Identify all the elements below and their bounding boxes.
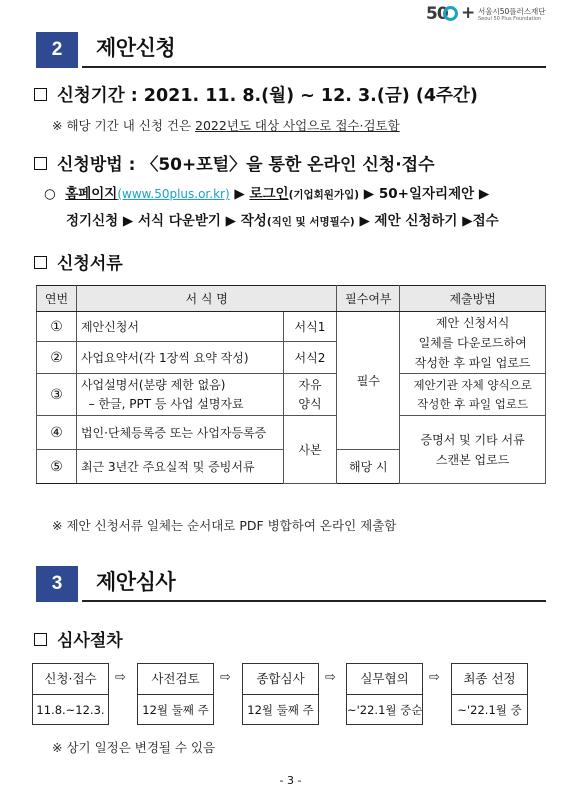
review-note: ※ 상기 일정은 변경될 수 있음 [52,740,216,755]
doc-name-line1: 사업설명서(분량 제한 없음) [80,377,226,392]
write-step: 작성 [240,213,267,229]
flow-step-date: ~'22.1월 중 [457,703,522,717]
doc-form: 서식2 [283,342,337,374]
regular-application: 정기신청 [66,213,119,229]
flow-step-name: 신청·접수 [33,664,108,695]
checkbox-icon [34,256,47,269]
doc-form: 서식1 [283,312,337,342]
arrow-icon: ▶ [478,186,490,202]
submit-step: 제안 신청하기 [374,213,458,229]
logo-name-en: Seoul 50 Plus Foundation [478,16,542,22]
flow-arrow-icon: ⇨ [429,670,440,685]
doc-form-line1: 자유 [298,377,322,392]
review-heading-label: 심사절차 [57,631,123,651]
method-label: 신청방법 : 〈50+포털〉을 통한 온라인 신청·접수 [57,155,435,175]
row-no: ⑤ [37,450,77,484]
method-text: 증명서 및 기타 서류 [420,432,525,447]
section-title: 제안심사 [96,570,176,594]
login-note: (기업회원가입) [288,189,360,201]
arrow-icon: ▶ [225,213,237,229]
note-underlined: 2022년도 대상 사업으로 접수·검토함 [195,118,400,133]
method-cell-2 [400,374,546,416]
row-no: ② [37,342,77,374]
docs-table [36,285,546,484]
checkbox-icon [34,633,47,646]
page-number: - 3 - [279,774,302,787]
docs-heading [34,249,123,274]
header-method: 제출방법 [400,286,546,312]
doc-form [283,374,337,416]
table-row [37,374,546,416]
arrow-icon: ▶ [363,186,375,202]
flow-arrow-icon: ⇨ [325,670,336,685]
docs-heading-label: 신청서류 [57,254,123,274]
method-text: 작성한 후 파일 업로드 [414,355,531,370]
write-note: (직인 및 서명필수) [266,216,355,228]
table-header-row [37,286,546,312]
doc-name: 법인·단체등록증 또는 사업자등록증 [76,416,283,450]
table-row [37,312,546,342]
section-2-header [36,32,546,68]
doc-form-line2: 양식 [298,396,322,411]
header-no: 연번 [37,286,77,312]
flow-step-name: 최종 선정 [452,664,527,695]
homepage-link[interactable]: (www.50plus.or.kr) [117,187,230,201]
bullet: ○ [44,186,56,202]
menu-label: 50+일자리제안 [378,186,475,202]
docs-note: ※ 제안 신청서류 일체는 순서대로 PDF 병합하여 온라인 제출함 [52,518,397,533]
flow-step [32,663,109,725]
flow-arrow-icon: ⇨ [115,670,126,685]
table-row [37,416,546,450]
flow-step-name: 실무협의 [347,664,422,695]
flow-step-date: 12월 둘째 주 [247,703,314,717]
review-heading [34,626,123,651]
method-cell-3 [400,416,546,484]
flow-step [242,663,319,725]
arrow-icon: ▶ [234,186,245,202]
download-forms: 서식 다운받기 [137,213,221,229]
doc-name: 최근 3년간 주요실적 및 증빙서류 [76,450,283,484]
section-number: 3 [36,566,78,602]
flow-step [451,663,528,725]
method-text: 일체를 다운로드하여 [418,335,527,350]
row-no: ③ [37,374,77,416]
required-if-cell: 해당 시 [337,450,400,484]
logo-mark: 50 [426,4,448,24]
method-text: 작성한 후 파일 업로드 [417,396,529,411]
copy-form-cell: 사본 [283,416,337,484]
flow-step-name: 사전검토 [138,664,213,695]
section-title: 제안신청 [96,36,176,60]
checkbox-icon [34,88,47,101]
method-heading [34,150,435,175]
arrow-icon: ▶ [462,213,473,229]
logo-name-kr: 서울시50플러스재단 [478,7,546,16]
doc-name: 사업요약서(각 1장씩 요약 작성) [76,342,283,374]
header-form: 서 식 명 [76,286,336,312]
foundation-logo [426,4,576,26]
row-no: ① [37,312,77,342]
arrow-icon: ▶ [359,213,370,229]
required-cell: 필수 [337,312,400,450]
flow-step-date: 12월 둘째 주 [142,703,209,717]
flow-arrow-icon: ⇨ [220,670,231,685]
receive-step: 접수 [472,213,499,229]
period-heading [34,82,478,107]
row-no: ④ [37,416,77,450]
section-number: 2 [36,32,78,68]
flow-step-date: 11.8.~12.3. [36,703,105,717]
arrow-icon: ▶ [122,213,134,229]
doc-name: 제안신청서 [76,312,283,342]
method-steps-line1 [44,182,489,202]
logo-plus: + [461,3,476,23]
doc-name-line2: – 한글, PPT 등 사업 설명자료 [88,396,244,411]
period-label: 신청기간 : 2021. 11. 8.(월) ~ 12. 3.(금) (4주간) [57,86,478,106]
divider [82,66,546,68]
homepage-label: 홈페이지 [65,186,118,202]
login-label: 로그인 [249,186,289,202]
section-3-header [36,566,546,602]
method-cell-1 [400,312,546,374]
method-steps-line2 [66,209,499,229]
period-note [52,116,400,134]
method-text: 제안기관 자체 양식으로 [413,377,532,392]
header-required: 필수여부 [337,286,400,312]
logo-ring-icon [443,6,458,21]
note-prefix: ※ 해당 기간 내 신청 건은 [52,118,195,133]
flow-step-date: ~'22.1월 중순 [347,703,423,717]
method-text: 제안 신청서식 [435,315,510,330]
method-text: 스캔본 업로드 [435,452,510,467]
flow-step [346,663,423,725]
checkbox-icon [34,157,47,170]
doc-name [76,374,283,416]
divider [82,600,546,602]
flow-step [137,663,214,725]
flow-step-name: 종합심사 [243,664,318,695]
